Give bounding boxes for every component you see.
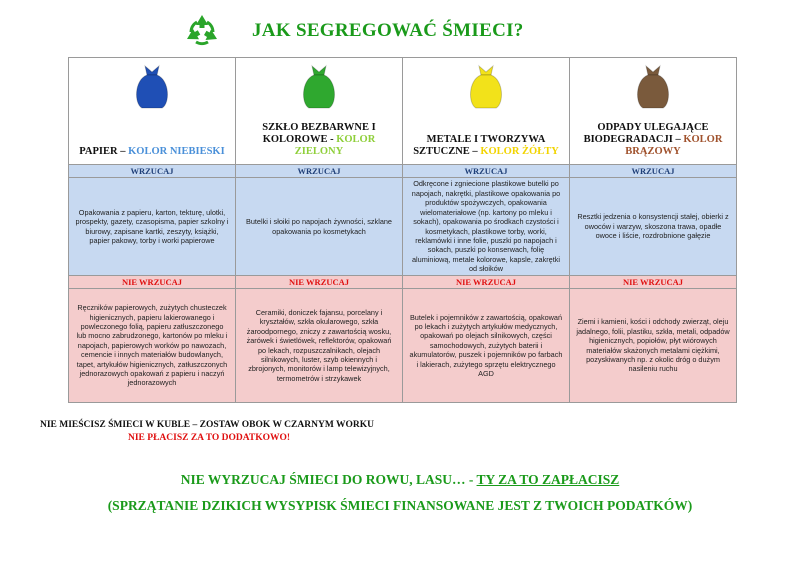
column-title: ODPADY ULEGAJĄCE BIODEGRADACJI – (583, 122, 709, 145)
column-title: METALE I TWORZYWA SZTUCZNE – (413, 134, 546, 157)
wrzucaj-label: WRZUCAJ (236, 165, 403, 178)
donts-bio: Ziemi i kamieni, kości i odchody zwierząt, oleju jadalnego, folii, plastiku, szkła, metali, odpadów higienicznych, popiołów, płyt wiórowych materiałów skażonych metalami ciężkimi, pozyskiwanych np. z okolic dróg o dużym nasileniu ruchu (570, 289, 737, 403)
nie-wrzucaj-label: NIE WRZUCAJ (69, 276, 236, 289)
donts-metal-plastic: Butelek i pojemników z zawartością, opakowań po lekach i zużytych artykułów medycznych, opakowań po olejach silnikowych, części samochodowych, zużytych baterii i akumulatorów, puszek i pojemników po farbach i lakierach, zużytego sprzętu elektrycznego AGD (403, 289, 570, 403)
wrzucaj-label: WRZUCAJ (69, 165, 236, 178)
green-bag-icon (297, 60, 341, 110)
blue-bag-icon (130, 60, 174, 110)
dumping-warning (0, 472, 800, 488)
wrzucaj-label: WRZUCAJ (570, 165, 737, 178)
dos-bio: Resztki jedzenia o konsystencji stałej, obierki z owoców i warzyw, skoszona trawa, opadłe owoce i liście, rozdrobnione gałęzie (570, 178, 737, 276)
column-color: KOLOR NIEBIESKI (128, 146, 225, 157)
column-color: KOLOR ŻÓŁTY (480, 146, 559, 157)
title-row (0, 10, 800, 50)
dos-paper: Opakowania z papieru, karton, tekturę, ulotki, prospekty, gazety, czasopisma, papier szkolny i biurowy, zapisane kartki, zeszyty, książki, papier pakowy, torby i worki papierowe (69, 178, 236, 276)
nie-wrzucaj-label: NIE WRZUCAJ (236, 276, 403, 289)
donts-paper: Ręczników papierowych, zużytych chusteczek higienicznych, papieru lakierowanego i powleczonego folią, papieru zatłuszczonego lub mocno zabrudzonego, kartonów po mleku i napojach, papierowych worków po nawozach, cemencie i innych materiałów budowlanych, tapet, artykułów higienicznych, zatłuszczonych jednorazowych opakowań z papieru i naczyń jednorazowych (69, 289, 236, 403)
donts-glass: Ceramiki, doniczek fajansu, porcelany i kryształów, szkła okularowego, szkła żaroodpornego, zniczy z zawartością wosku, żarówek i świetlówek, reflektorów, opakowań po lekach, rozpuszczalnikach, olejach silnikowych, luster, szyb okiennych i zbrojonych, monitorów i lamp telewizyjnych, termometrów i strzykawek (236, 289, 403, 403)
column-title: SZKŁO BEZBARWNE I KOLOROWE - (262, 122, 376, 145)
tax-warning: (SPRZĄTANIE DZIKICH WYSYPISK ŚMIECI FINANSOWANE JEST Z TWOICH PODATKÓW) (107, 498, 693, 513)
header-paper (69, 58, 236, 165)
no-extra-charge-note: NIE PŁACISZ ZA TO DODATKOWO! (128, 433, 291, 443)
brown-bag-icon (631, 60, 675, 110)
black-bag-note: NIE MIEŚCISZ ŚMIECI W KUBLE – ZOSTAW OBOK W CZARNYM WORKU (40, 420, 374, 430)
dos-metal-plastic: Odkręcone i zgniecione plastikowe butelki po napojach, nakrętki, plastikowe opakowania po produktów spożywczych, opakowania wielomateriałowe (np. kartony po mleku i sokach), opakowania po środkach czystości i kosmetykach, plastikowe torby, worki, reklamówki i inne folie, puszki po napojach i sokach, puszki po konserwach, folię aluminiową, metale kolorowe, kapsle, zakrętki od słoików (403, 178, 570, 276)
wrzucaj-label: WRZUCAJ (403, 165, 570, 178)
yellow-bag-icon (464, 60, 508, 110)
nie-wrzucaj-label: NIE WRZUCAJ (403, 276, 570, 289)
warning-text: NIE WYRZUCAJ ŚMIECI DO ROWU, LASU… - (180, 472, 477, 487)
dos-glass: Butelki i słoiki po napojach żywności, szklane opakowania po kosmetykach (236, 178, 403, 276)
header-glass (236, 58, 403, 165)
page-title: JAK SEGREGOWAĆ ŚMIECI? (252, 20, 524, 41)
warning-emphasis: TY ZA TO ZAPŁACISZ (476, 472, 620, 487)
header-bio (570, 58, 737, 165)
recycle-icon (184, 12, 220, 48)
segregation-table (68, 57, 737, 403)
column-title: PAPIER – (79, 146, 129, 157)
column-color: KOLOR ZIELONY (294, 134, 376, 157)
column-color: KOLOR BRĄZOWY (625, 134, 723, 157)
header-metal-plastic (403, 58, 570, 165)
nie-wrzucaj-label: NIE WRZUCAJ (570, 276, 737, 289)
